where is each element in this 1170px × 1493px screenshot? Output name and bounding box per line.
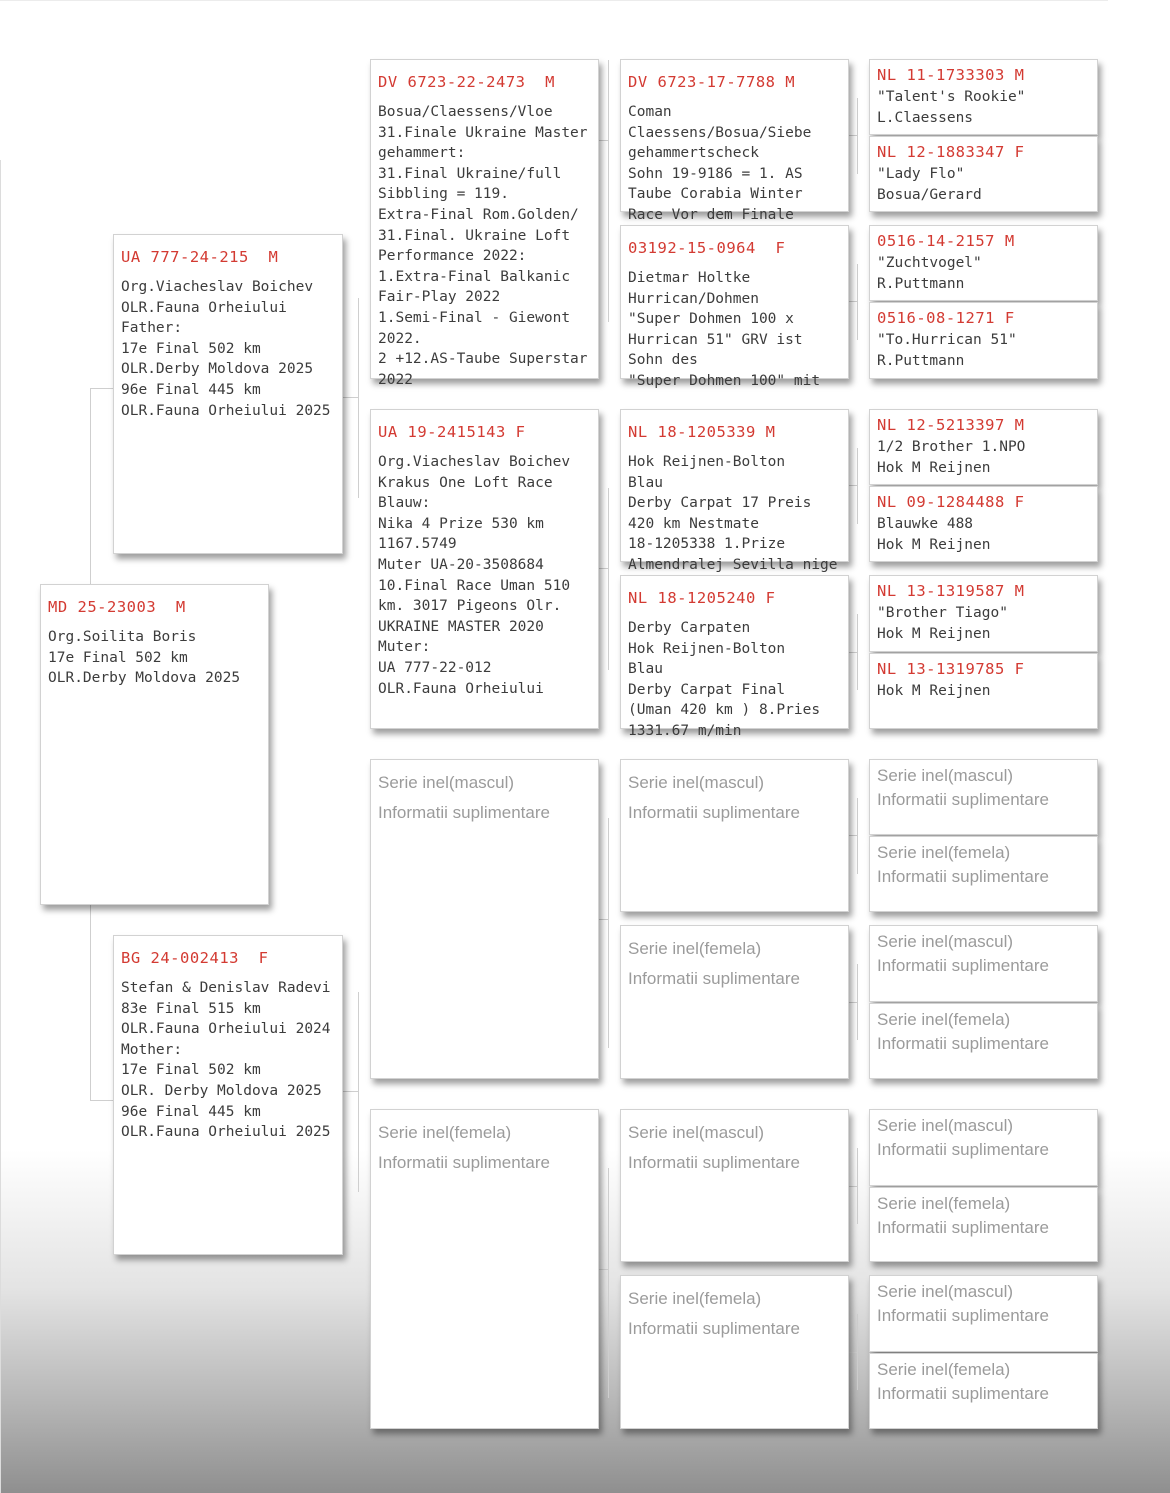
ring-placeholder: Serie inel(femela): [628, 939, 762, 958]
pigeon-card-fm[interactable]: [370, 409, 599, 729]
info-placeholder: Informatii suplimentare: [378, 803, 550, 822]
connector: [857, 264, 858, 340]
connector: [358, 298, 359, 498]
pigeon-card-mmfm[interactable]: [869, 1187, 1098, 1262]
pigeon-card-ffff[interactable]: [869, 59, 1098, 135]
pigeon-card-mf[interactable]: [370, 759, 599, 1079]
pigeon-info: "To.Hurrican 51" R.Puttmann: [877, 332, 1017, 369]
ring-placeholder: Serie inel(mascul): [877, 932, 1014, 951]
info-placeholder: Informatii suplimentare: [378, 1153, 550, 1172]
ring-number: UA 777-24-215 M: [121, 248, 279, 266]
info-placeholder: Informatii suplimentare: [877, 1218, 1049, 1237]
info-placeholder: Informatii suplimentare: [877, 1384, 1049, 1403]
pigeon-info: Hok Reijnen-Bolton Blau Derby Carpat 17 Preis 420 km Nestmate 18-1205338 1.Prize Almendralej Sevilla nige: [628, 454, 838, 573]
info-placeholder: Informatii suplimentare: [877, 1140, 1049, 1159]
pigeon-card-mfmm[interactable]: [869, 1003, 1098, 1079]
pigeon-info: "Talent's Rookie" L.Claessens: [877, 89, 1026, 126]
ring-number: NL 13-1319785 F: [877, 660, 1025, 678]
connector: [608, 1168, 609, 1398]
pigeon-card-fmmf[interactable]: [869, 575, 1098, 652]
ring-placeholder: Serie inel(femela): [628, 1289, 762, 1308]
pigeon-card-ffm[interactable]: [620, 225, 849, 389]
ring-placeholder: Serie inel(femela): [877, 1360, 1011, 1379]
connector: [358, 992, 359, 1192]
ring-number: NL 18-1205339 M: [628, 423, 776, 441]
pigeon-card-fffm[interactable]: [869, 136, 1098, 212]
info-placeholder: Informatii suplimentare: [628, 969, 800, 988]
pigeon-info: Org.Soilita Boris 17e Final 502 km OLR.Derby Moldova 2025: [48, 629, 241, 687]
ring-placeholder: Serie inel(mascul): [378, 773, 515, 792]
pigeon-card-fmm[interactable]: [620, 575, 849, 739]
connector: [857, 98, 858, 174]
pigeon-card-mm[interactable]: [370, 1109, 599, 1429]
pigeon-card-fmf[interactable]: [620, 409, 849, 573]
pigeon-info: Bosua/Claessens/Vloe 31.Finale Ukraine Master gehammert: 31.Final Ukraine/full Sibbling = 119. Extra-Final Rom.Golden/ 31.Final. Ukraine Loft Performance 2022: 1.Extra-Final Balkanic Fair-Play 2022 1.Semi-Final - Giewont 2022. 2 +12.AS-Taube Superstar 2022: [378, 104, 588, 388]
pigeon-info: Derby Carpaten Hok Reijnen-Bolton Blau Derby Carpat Final (Uman 420 km ) 8.Pries 1331.67 m/min: [628, 620, 821, 739]
info-placeholder: Informatii suplimentare: [877, 956, 1049, 975]
info-placeholder: Informatii suplimentare: [628, 803, 800, 822]
ring-placeholder: Serie inel(mascul): [628, 1123, 765, 1142]
ring-placeholder: Serie inel(mascul): [628, 773, 765, 792]
connector: [857, 798, 858, 874]
pigeon-card-fff[interactable]: [620, 59, 849, 223]
ring-placeholder: Serie inel(femela): [877, 1194, 1011, 1213]
connector: [608, 488, 609, 670]
pigeon-card-ffmm[interactable]: [869, 302, 1098, 379]
pigeon-info: 1/2 Brother 1.NPO Hok M Reijnen: [877, 439, 1026, 476]
pigeon-info: "Zuchtvogel" R.Puttmann: [877, 255, 982, 292]
pigeon-card-mmf[interactable]: [620, 1109, 849, 1262]
connector: [857, 964, 858, 1040]
info-placeholder: Informatii suplimentare: [877, 867, 1049, 886]
pigeon-card-ff[interactable]: [370, 59, 599, 388]
info-placeholder: Informatii suplimentare: [628, 1319, 800, 1338]
connector: [90, 388, 113, 389]
pigeon-card-mmm[interactable]: [620, 1275, 849, 1429]
connector: [857, 614, 858, 690]
ring-number: NL 12-1883347 F: [877, 143, 1025, 161]
pigeon-card-mfmf[interactable]: [869, 925, 1098, 1002]
ring-number: DV 6723-17-7788 M: [628, 73, 796, 91]
ring-number: NL 11-1733303 M: [877, 66, 1025, 84]
connector: [608, 60, 609, 322]
ring-number: DV 6723-22-2473 M: [378, 73, 555, 91]
ring-placeholder: Serie inel(femela): [378, 1123, 512, 1142]
ring-number: BG 24-002413 F: [121, 949, 269, 967]
pigeon-info: Blauwke 488 Hok M Reijnen: [877, 516, 991, 553]
pigeon-card-subject[interactable]: [40, 584, 269, 905]
ring-placeholder: Serie inel(mascul): [877, 1282, 1014, 1301]
info-placeholder: Informatii suplimentare: [628, 1153, 800, 1172]
pigeon-card-mfff[interactable]: [869, 759, 1098, 835]
pigeon-info: Hok M Reijnen: [877, 683, 991, 699]
ring-number: NL 13-1319587 M: [877, 582, 1025, 600]
pigeon-card-mfm[interactable]: [620, 925, 849, 1079]
connector: [857, 1148, 858, 1224]
pigeon-card-mmmf[interactable]: [869, 1275, 1098, 1352]
info-placeholder: Informatii suplimentare: [877, 790, 1049, 809]
ring-placeholder: Serie inel(mascul): [877, 1116, 1014, 1135]
pigeon-card-mmff[interactable]: [869, 1109, 1098, 1186]
pigeon-info: Org.Viacheslav Boichev Krakus One Loft Race Blauw: Nika 4 Prize 530 km 1167.5749 Muter UA-20-3508684 10.Final Race Uman 510 km. 3017 Pigeons Olr. UKRAINE MASTER 2020 Muter: UA 777-22-012 OLR.Fauna Orheiului: [378, 454, 571, 697]
pigeon-info: Stefan & Denislav Radevi 83e Final 515 km OLR.Fauna Orheiului 2024 Mother: 17e Final 502 km OLR. Derby Moldova 2025 96e Final 445 km OLR.Fauna Orheiului 2025: [121, 980, 331, 1141]
connector: [90, 905, 91, 1101]
ring-number: 0516-08-1271 F: [877, 309, 1015, 327]
ring-placeholder: Serie inel(femela): [877, 1010, 1011, 1029]
connector: [90, 1100, 113, 1101]
pigeon-info: Org.Viacheslav Boichev OLR.Fauna Orheiului Father: 17e Final 502 km OLR.Derby Moldova 2025 96e Final 445 km OLR.Fauna Orheiului 2025: [121, 279, 331, 419]
pigeon-card-fmmm[interactable]: [869, 653, 1098, 729]
ring-number: 0516-14-2157 M: [877, 232, 1015, 250]
ring-number: NL 09-1284488 F: [877, 493, 1025, 511]
top-divider: [0, 0, 1108, 1]
pigeon-info: Coman Claessens/Bosua/Siebe gehammertscheck Sohn 19-9186 = 1. AS Taube Corabia Winter Race Vor dem Finale: [628, 104, 812, 223]
ring-number: NL 18-1205240 F: [628, 589, 776, 607]
connector: [90, 388, 91, 584]
pigeon-card-mff[interactable]: [620, 759, 849, 912]
pigeon-card-mffm[interactable]: [869, 836, 1098, 912]
ring-number: NL 12-5213397 M: [877, 416, 1025, 434]
info-placeholder: Informatii suplimentare: [877, 1306, 1049, 1325]
left-edge-line: [0, 160, 1, 1493]
pigeon-card-ffmf[interactable]: [869, 225, 1098, 301]
info-placeholder: Informatii suplimentare: [877, 1034, 1049, 1053]
connector: [343, 1091, 359, 1092]
pigeon-card-mmmm[interactable]: [869, 1353, 1098, 1429]
ring-number: MD 25-23003 M: [48, 598, 186, 616]
pigeon-info: "Lady Flo" Bosua/Gerard: [877, 166, 982, 203]
ring-number: 03192-15-0964 F: [628, 239, 786, 257]
pigeon-card-fmfm[interactable]: [869, 486, 1098, 562]
pigeon-info: Dietmar Holtke Hurrican/Dohmen "Super Dohmen 100 x Hurrican 51" GRV ist Sohn des "Super Dohmen 100" mit: [628, 270, 821, 389]
pigeon-info: "Brother Tiago" Hok M Reijnen: [877, 605, 1008, 642]
pigeon-card-father[interactable]: [113, 234, 343, 554]
ring-placeholder: Serie inel(mascul): [877, 766, 1014, 785]
connector: [857, 1314, 858, 1390]
connector: [608, 818, 609, 1048]
ring-placeholder: Serie inel(femela): [877, 843, 1011, 862]
ring-number: UA 19-2415143 F: [378, 423, 526, 441]
connector: [343, 397, 359, 398]
pigeon-card-fmff[interactable]: [869, 409, 1098, 485]
connector: [857, 448, 858, 524]
pigeon-card-mother[interactable]: [113, 935, 343, 1255]
